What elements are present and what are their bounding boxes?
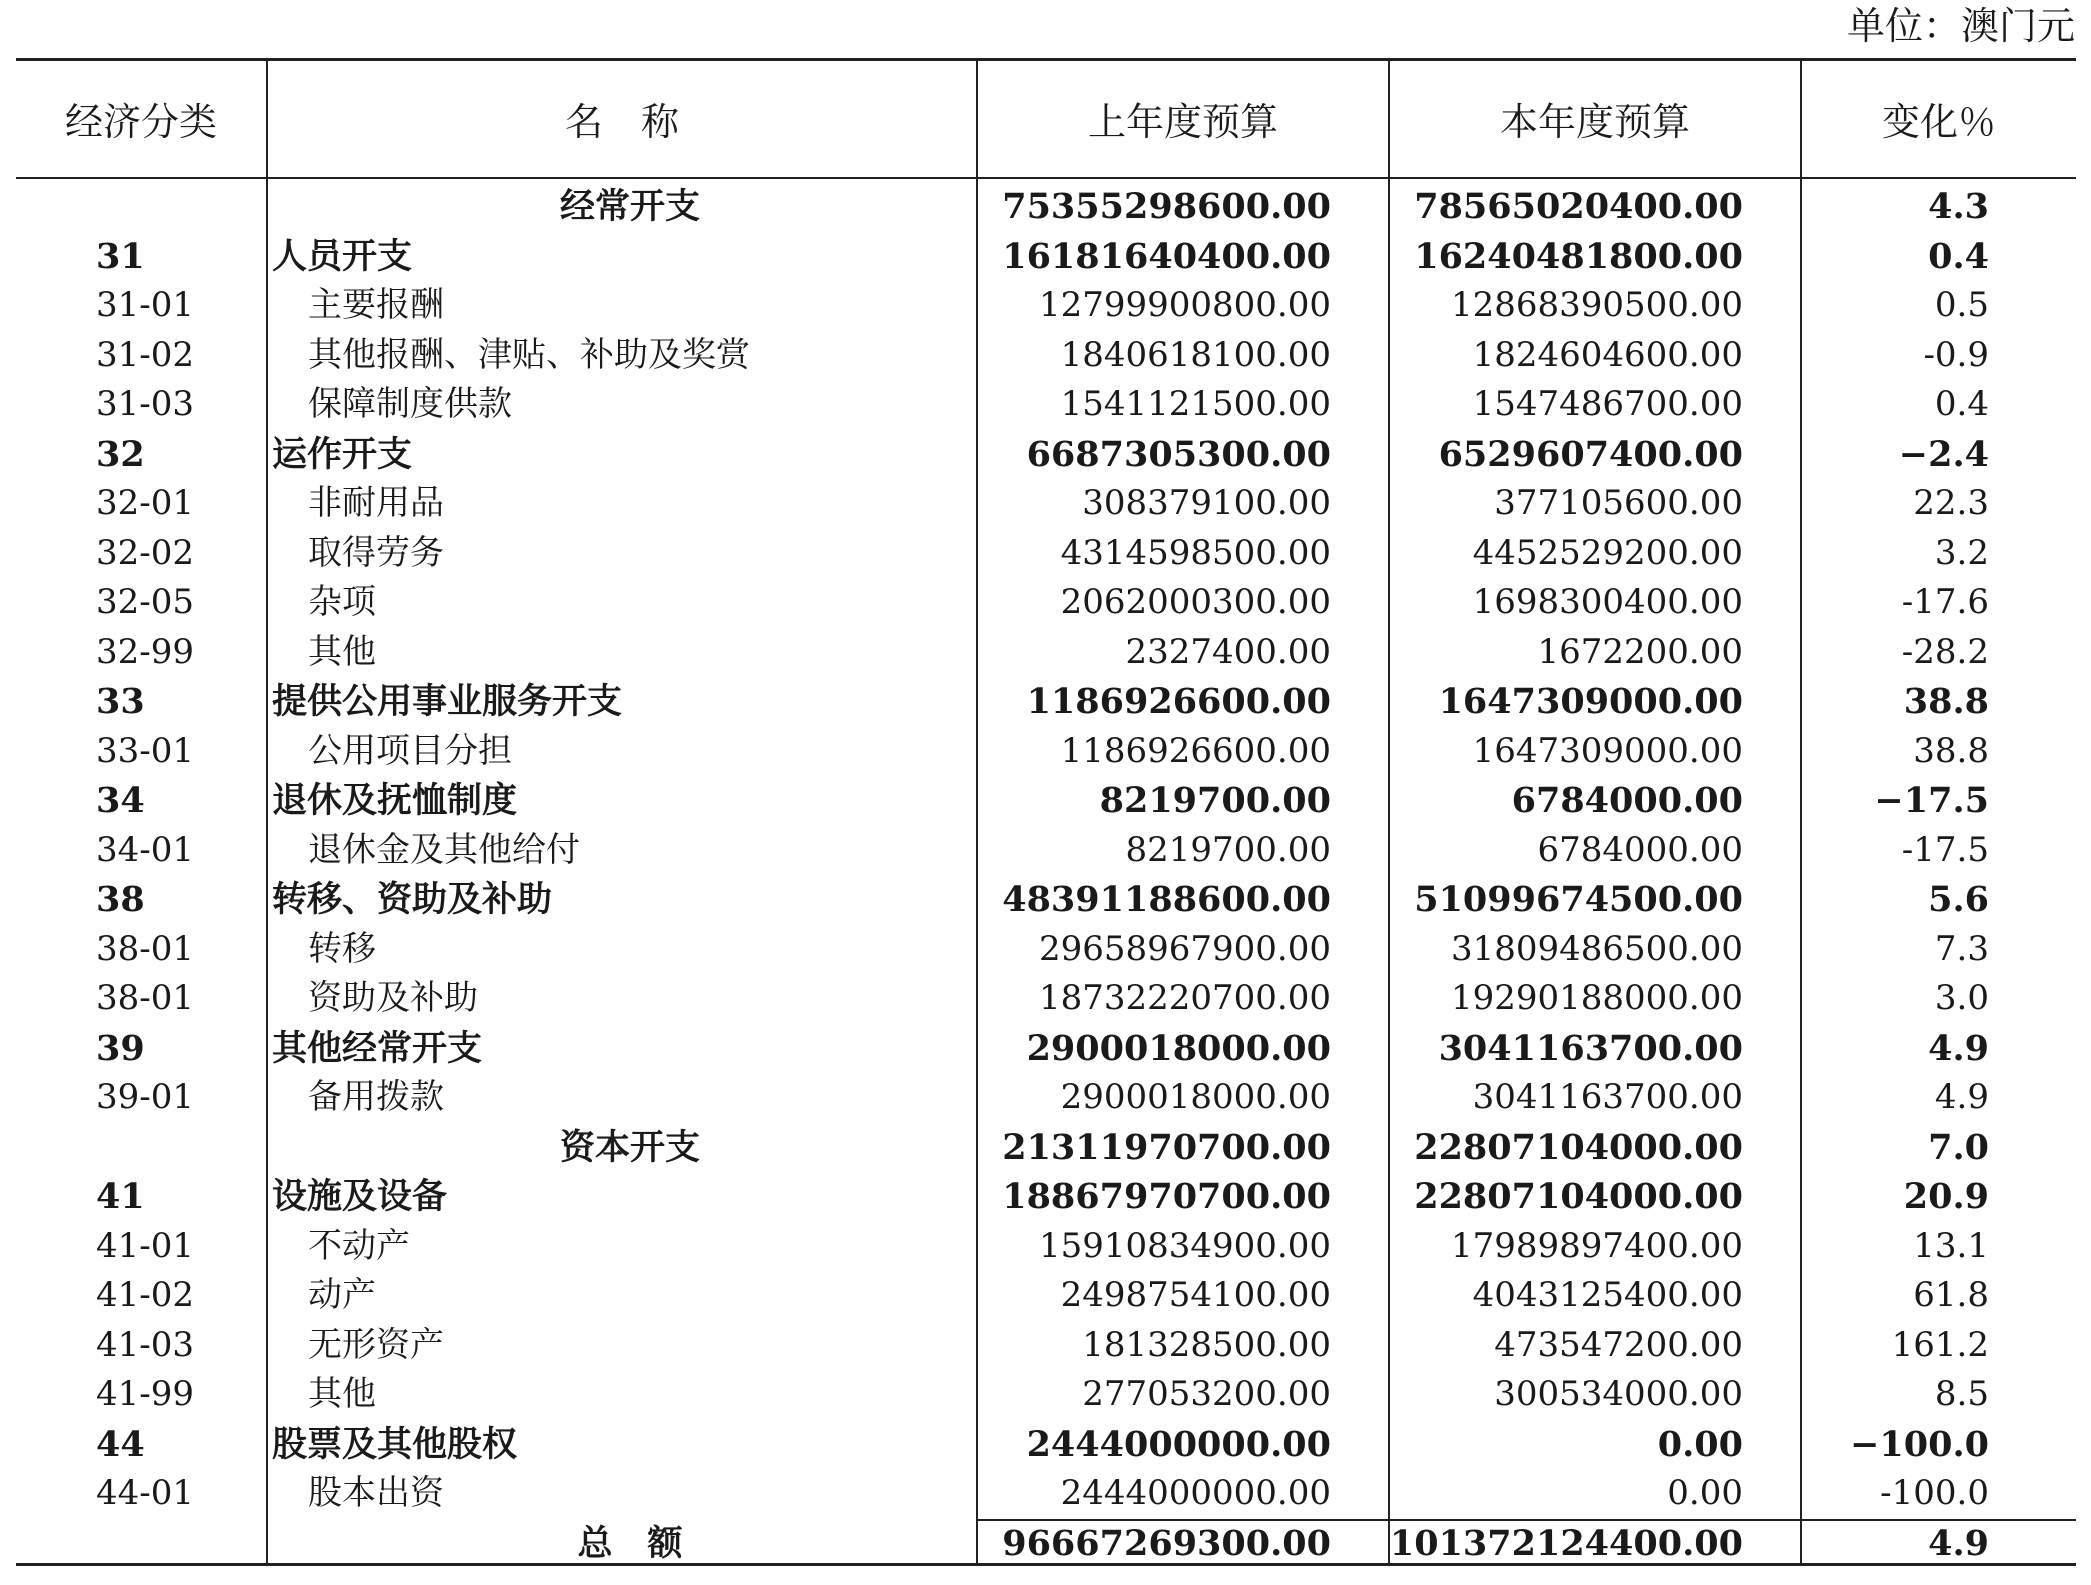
row-change: 20.9 — [1903, 1176, 1989, 1217]
row-name: 股本出资 — [308, 1473, 444, 1513]
row-curr-budget: 1698300400.00 — [1472, 582, 1743, 622]
row-change: -100.0 — [1880, 1473, 1989, 1513]
row-name: 资本开支 — [559, 1126, 700, 1168]
header-name: 名 称 — [564, 100, 679, 144]
row-name: 其他报酬、津贴、补助及奖赏 — [308, 334, 750, 375]
row-name: 不动产 — [308, 1225, 410, 1266]
row-change: 0.4 — [1928, 235, 1989, 277]
row-change: -17.5 — [1901, 829, 1989, 870]
row-change: 4.9 — [1928, 1027, 1989, 1069]
header-prev-budget: 上年度预算 — [1087, 100, 1278, 144]
row-prev-budget: 2327400.00 — [1125, 631, 1331, 672]
row-change: 0.5 — [1934, 285, 1989, 325]
row-change: -0.9 — [1923, 334, 1989, 375]
row-code: 32-99 — [96, 631, 195, 672]
row-curr-budget: 4043125400.00 — [1472, 1275, 1743, 1315]
row-curr-budget: 377105600.00 — [1494, 483, 1743, 523]
row-curr-budget: 1647309000.00 — [1438, 681, 1743, 722]
row-curr-budget: 3041163700.00 — [1472, 1077, 1743, 1117]
row-code: 41-01 — [96, 1225, 195, 1266]
row-curr-budget: 6784000.00 — [1537, 829, 1743, 870]
row-prev-budget: 308379100.00 — [1082, 483, 1331, 523]
row-code: 41 — [96, 1176, 145, 1217]
table-row — [0, 331, 2091, 381]
row-curr-budget: 473547200.00 — [1494, 1324, 1743, 1365]
row-curr-budget: 4452529200.00 — [1472, 532, 1743, 573]
row-code: 32-01 — [96, 483, 195, 523]
table-row — [0, 1123, 2091, 1173]
header-curr-budget: 本年度预算 — [1499, 100, 1690, 144]
row-prev-budget: 2498754100.00 — [1060, 1275, 1331, 1315]
row-prev-budget: 12799900800.00 — [1038, 285, 1331, 325]
row-name: 退休金及其他给付 — [308, 829, 580, 870]
row-curr-budget: 19290188000.00 — [1450, 978, 1743, 1018]
row-prev-budget: 2900018000.00 — [1060, 1077, 1331, 1117]
row-name: 杂项 — [308, 582, 376, 622]
row-code: 32-02 — [96, 532, 195, 573]
row-name: 设施及设备 — [272, 1176, 448, 1217]
row-code: 38-01 — [96, 928, 195, 969]
row-prev-budget: 2444000000.00 — [1026, 1423, 1331, 1465]
budget-table-body — [0, 182, 2091, 1568]
table-row — [0, 826, 2091, 876]
row-name: 无形资产 — [308, 1324, 444, 1365]
row-code: 38-01 — [96, 978, 195, 1018]
table-row — [0, 281, 2091, 331]
row-curr-budget: 16240481800.00 — [1414, 235, 1743, 277]
row-curr-budget: 78565020400.00 — [1414, 186, 1743, 227]
table-row — [0, 727, 2091, 777]
row-change: −100.0 — [1850, 1423, 1989, 1465]
row-change: 38.8 — [1903, 681, 1989, 722]
row-prev-budget: 75355298600.00 — [1002, 186, 1331, 227]
row-change: 3.0 — [1934, 978, 1989, 1018]
row-code: 34-01 — [96, 829, 195, 870]
table-row — [0, 776, 2091, 826]
row-change: −17.5 — [1874, 780, 1989, 821]
table-row — [0, 578, 2091, 628]
table-row — [0, 1370, 2091, 1420]
table-row — [0, 380, 2091, 430]
row-name: 经常开支 — [559, 186, 700, 227]
row-curr-budget: 101372124400.00 — [1389, 1522, 1743, 1564]
row-name: 转移 — [308, 928, 376, 969]
row-curr-budget: 22807104000.00 — [1414, 1126, 1743, 1168]
row-prev-budget: 21311970700.00 — [1002, 1126, 1331, 1168]
row-prev-budget: 2900018000.00 — [1026, 1027, 1331, 1069]
row-prev-budget: 48391188600.00 — [1002, 879, 1331, 920]
row-name: 转移、资助及补助 — [272, 879, 553, 920]
row-code: 41-99 — [96, 1374, 195, 1414]
table-row — [0, 628, 2091, 678]
row-name: 人员开支 — [272, 235, 413, 277]
row-change: 61.8 — [1913, 1275, 1989, 1315]
row-change: 161.2 — [1891, 1324, 1989, 1365]
row-curr-budget: 3041163700.00 — [1438, 1027, 1743, 1069]
row-curr-budget: 0.00 — [1667, 1473, 1743, 1513]
row-change: 22.3 — [1913, 483, 1989, 523]
row-change: 4.9 — [1928, 1522, 1989, 1564]
row-code: 39-01 — [96, 1077, 195, 1117]
row-prev-budget: 96667269300.00 — [1002, 1522, 1331, 1564]
table-row — [0, 1222, 2091, 1272]
row-name: 其他 — [308, 1374, 376, 1414]
row-code: 31-03 — [96, 384, 195, 424]
row-change: 7.3 — [1934, 928, 1989, 969]
table-row — [0, 479, 2091, 529]
row-code: 33 — [96, 681, 145, 722]
row-name: 提供公用事业服务开支 — [272, 681, 623, 722]
row-change: -28.2 — [1901, 631, 1989, 672]
row-name: 非耐用品 — [308, 483, 444, 523]
row-curr-budget: 6529607400.00 — [1438, 433, 1743, 475]
row-code: 38 — [96, 879, 145, 920]
row-code: 39 — [96, 1027, 145, 1069]
header-change: 变化％ — [1881, 100, 1996, 144]
row-prev-budget: 1541121500.00 — [1060, 384, 1331, 424]
table-row — [0, 875, 2091, 925]
row-change: 7.0 — [1928, 1126, 1989, 1168]
row-change: 8.5 — [1934, 1374, 1989, 1414]
header-code: 经济分类 — [64, 100, 217, 144]
row-prev-budget: 18867970700.00 — [1002, 1176, 1331, 1217]
row-prev-budget: 18732220700.00 — [1038, 978, 1331, 1018]
row-code: 41-03 — [96, 1324, 195, 1365]
row-change: −2.4 — [1898, 433, 1989, 475]
row-change: 3.2 — [1934, 532, 1989, 573]
row-curr-budget: 31809486500.00 — [1450, 928, 1743, 969]
row-name: 总 额 — [577, 1522, 683, 1564]
row-prev-budget: 277053200.00 — [1082, 1374, 1331, 1414]
row-curr-budget: 300534000.00 — [1494, 1374, 1743, 1414]
table-row — [0, 925, 2091, 975]
row-prev-budget: 4314598500.00 — [1060, 532, 1331, 573]
row-code: 44 — [96, 1423, 145, 1465]
table-row — [0, 1519, 2091, 1569]
row-prev-budget: 29658967900.00 — [1038, 928, 1331, 969]
row-name: 动产 — [308, 1275, 376, 1315]
row-curr-budget: 0.00 — [1657, 1423, 1743, 1465]
table-row — [0, 677, 2091, 727]
row-curr-budget: 22807104000.00 — [1414, 1176, 1743, 1217]
row-prev-budget: 2062000300.00 — [1060, 582, 1331, 622]
row-name: 取得劳务 — [308, 532, 444, 573]
row-name: 其他 — [308, 631, 376, 672]
table-row — [0, 1271, 2091, 1321]
row-name: 运作开支 — [272, 433, 413, 475]
row-code: 32-05 — [96, 582, 195, 622]
row-prev-budget: 1840618100.00 — [1060, 334, 1331, 375]
row-name: 资助及补助 — [308, 978, 478, 1018]
table-row — [0, 1469, 2091, 1519]
row-prev-budget: 1186926600.00 — [1026, 681, 1331, 722]
row-curr-budget: 1647309000.00 — [1472, 730, 1743, 771]
table-row — [0, 430, 2091, 480]
table-row — [0, 974, 2091, 1024]
row-code: 44-01 — [96, 1473, 195, 1513]
row-name: 主要报酬 — [308, 285, 444, 325]
row-change: 5.6 — [1928, 879, 1989, 920]
row-name: 保障制度供款 — [308, 384, 512, 424]
row-name: 退休及抚恤制度 — [272, 780, 518, 821]
row-code: 31-02 — [96, 334, 195, 375]
header-rule — [16, 177, 2076, 179]
row-code: 34 — [96, 780, 145, 821]
row-name: 其他经常开支 — [272, 1027, 483, 1069]
row-change: 4.9 — [1934, 1077, 1989, 1117]
row-prev-budget: 16181640400.00 — [1002, 235, 1331, 277]
row-curr-budget: 1547486700.00 — [1472, 384, 1743, 424]
table-row — [0, 182, 2091, 232]
row-curr-budget: 12868390500.00 — [1450, 285, 1743, 325]
row-code: 31 — [96, 235, 145, 277]
unit-label: 单位：澳门元 — [1846, 4, 2075, 48]
row-change: 4.3 — [1928, 186, 1989, 227]
row-curr-budget: 17989897400.00 — [1450, 1225, 1743, 1266]
row-code: 31-01 — [96, 285, 195, 325]
row-prev-budget: 181328500.00 — [1082, 1324, 1331, 1365]
table-row — [0, 232, 2091, 282]
row-code: 41-02 — [96, 1275, 195, 1315]
row-prev-budget: 8219700.00 — [1125, 829, 1331, 870]
row-curr-budget: 1824604600.00 — [1472, 334, 1743, 375]
row-change: -17.6 — [1901, 582, 1989, 622]
row-name: 股票及其他股权 — [272, 1423, 518, 1465]
row-code: 32 — [96, 433, 145, 475]
row-prev-budget: 6687305300.00 — [1026, 433, 1331, 475]
row-change: 38.8 — [1913, 730, 1989, 771]
row-prev-budget: 8219700.00 — [1099, 780, 1331, 821]
row-prev-budget: 15910834900.00 — [1038, 1225, 1331, 1266]
row-change: 0.4 — [1934, 384, 1989, 424]
row-curr-budget: 1672200.00 — [1537, 631, 1743, 672]
row-code: 33-01 — [96, 730, 195, 771]
table-row — [0, 529, 2091, 579]
row-prev-budget: 1186926600.00 — [1060, 730, 1331, 771]
row-name: 公用项目分担 — [308, 730, 512, 771]
row-curr-budget: 51099674500.00 — [1414, 879, 1743, 920]
row-name: 备用拨款 — [308, 1077, 444, 1117]
row-prev-budget: 2444000000.00 — [1060, 1473, 1331, 1513]
row-curr-budget: 6784000.00 — [1511, 780, 1743, 821]
row-change: 13.1 — [1913, 1225, 1989, 1266]
table-row — [0, 1073, 2091, 1123]
table-row — [0, 1024, 2091, 1074]
table-row — [0, 1321, 2091, 1371]
table-row — [0, 1420, 2091, 1470]
table-row — [0, 1172, 2091, 1222]
